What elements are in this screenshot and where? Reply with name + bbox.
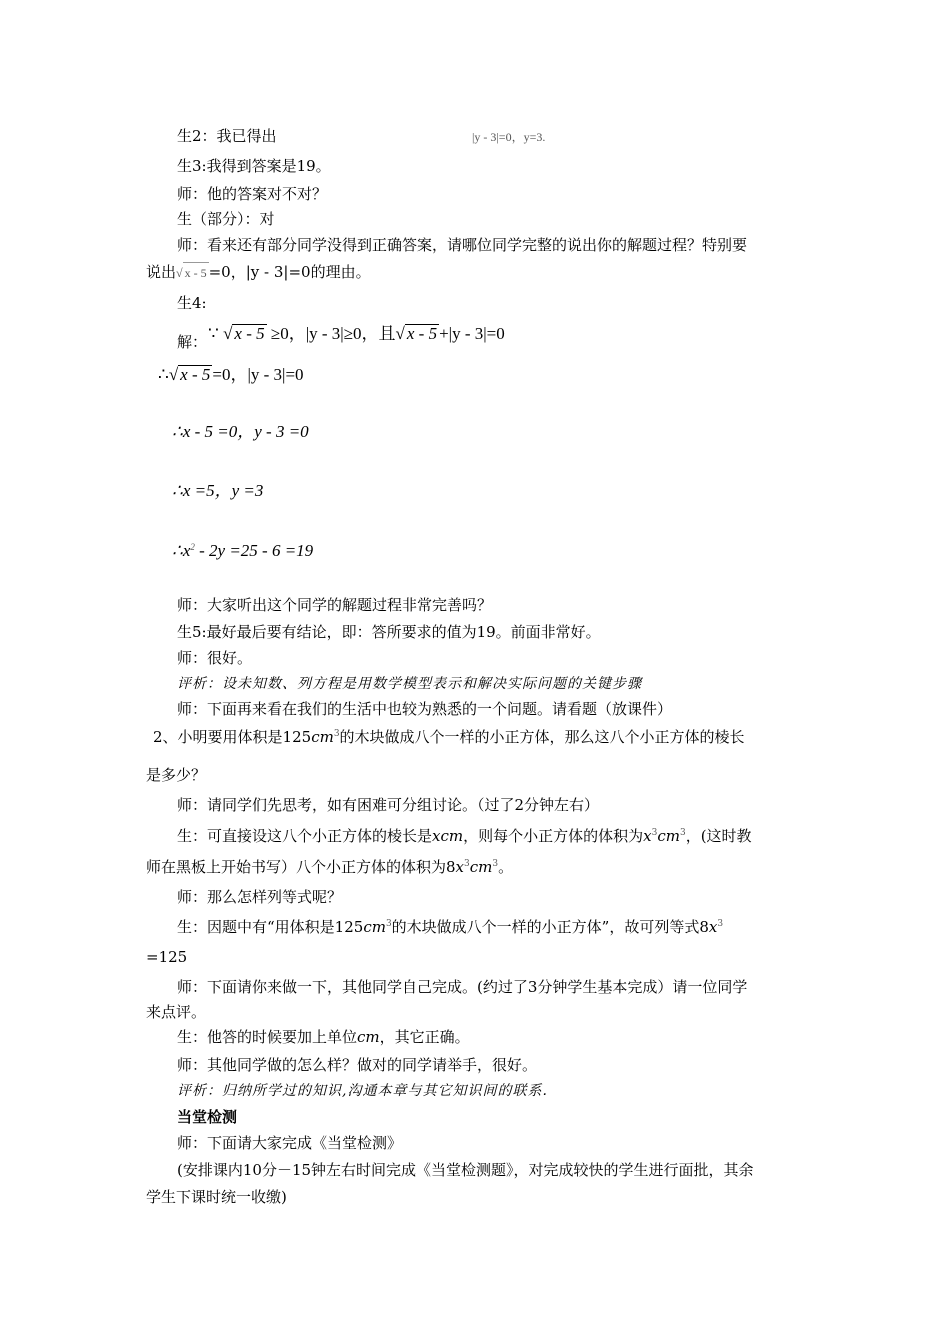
student7-line-1 xyxy=(177,917,723,937)
student2-line xyxy=(177,126,277,146)
solution-line-2: ∴√ x - 5 =0，|y - 3|=0 xyxy=(158,365,304,384)
teacher-line-2b-rest: =0，|y - 3|=0的理由。 xyxy=(208,263,371,281)
exponent-1: 3 xyxy=(651,828,658,838)
exponent-4: 3 xyxy=(492,859,499,869)
teacher-line-9: 师：其他同学做的怎么样？做对的同学请举手，很好。 xyxy=(177,1056,538,1074)
student2-text: 生2：我已得出 xyxy=(177,127,277,145)
solution-line-4: ∴x =5，y =3 xyxy=(172,481,264,500)
teacher-line-3: 师：大家听出这个同学的解题过程非常完善吗？ xyxy=(177,596,493,614)
unit-cm-1: cm xyxy=(657,827,680,845)
variable-xcm: xcm xyxy=(432,827,464,845)
teacher-line-6: 师：请同学们先思考，如有困难可分组讨论。（过了2分钟左右） xyxy=(177,796,600,814)
unit-cm: cm xyxy=(311,728,334,746)
solution-line-1: ∵ √ x - 5 ≥0，|y - 3|≥0，且√ x - 5 +|y - 3|=0 xyxy=(208,324,505,343)
review-comment-1: 评析：设未知数、列方程是用数学模型表示和解决实际问题的关键步骤 xyxy=(177,676,642,692)
student6-line-1 xyxy=(177,826,752,846)
teacher-line-2a: 师：看来还有部分同学没得到正确答案，请哪位同学完整的说出你的解题过程？特别要 xyxy=(177,236,748,254)
exponent-5: 3 xyxy=(385,919,392,929)
problem-2-text-b: 的木块做成八个一样的小正方体，那么这八个小正方体的棱长 xyxy=(339,728,745,746)
teacher-line-1: 师：他的答案对不对？ xyxy=(177,185,328,203)
sqrt-radicand: x - 5 xyxy=(183,262,209,283)
student8-text-b: ，其它正确。 xyxy=(379,1028,470,1046)
sqrt-radicand-3: x - 5 xyxy=(180,365,211,384)
solution-line-5-b: - 2y =25 - 6 =19 xyxy=(194,541,314,560)
solution-line-3: ∴x - 5 =0，y - 3 =0 xyxy=(172,422,309,441)
teacher-line-5: 师：下面再来看在我们的生活中也较为熟悉的一个问题。请看题（放课件） xyxy=(177,700,673,718)
exponent-3: 3 xyxy=(464,859,470,869)
unit-cm-3: cm xyxy=(363,918,386,936)
solution-line-1-c: +|y - 3|=0 xyxy=(439,324,505,343)
student6-text-e: 。 xyxy=(498,858,514,876)
unit-cm-4: cm xyxy=(357,1028,380,1046)
teacher-line-10: 师：下面请大家完成《当堂检测》 xyxy=(177,1134,403,1152)
because-symbol: ∵ xyxy=(208,324,219,343)
solution-line-1-b: ≥0，|y - 3|≥0，且 xyxy=(270,324,396,343)
exponent: 2 xyxy=(190,542,195,552)
student5-line: 生5:最好最后要有结论，即：答所要求的值为19。前面非常好。 xyxy=(177,623,601,641)
solution-line-5 xyxy=(172,541,313,561)
student7-line-2: =125 xyxy=(146,948,188,966)
sqrt-expression: √ x - 5 xyxy=(176,266,209,280)
note-line-2: 学生下课时统一收缴) xyxy=(146,1188,287,1206)
unit-exponent: 3 xyxy=(333,729,340,739)
note-line-1: (安排课内10分－15钟左右时间完成《当堂检测题》，对完成较快的学生进行面批，其余 xyxy=(177,1161,754,1179)
variable-x: x xyxy=(643,827,652,845)
student6-text-c: ，(这时教 xyxy=(685,827,752,845)
student6-text-b: ，则每个小正方体的体积为 xyxy=(463,827,644,845)
student6-line-2 xyxy=(146,857,513,877)
students-partial-line: 生（部分）：对 xyxy=(177,210,275,228)
student8-text-a: 生：他答的时候要加上单位 xyxy=(177,1028,358,1046)
review-comment-2: 评析：归纳所学过的知识,沟通本章与其它知识间的联系. xyxy=(177,1083,548,1099)
variable-x-3: x xyxy=(708,918,718,936)
sqrt-radicand-1: x - 5 xyxy=(234,324,265,343)
teacher-line-2b-pre: 说出 xyxy=(146,263,177,281)
exponent-6: 3 xyxy=(717,919,724,929)
section-heading: 当堂检测 xyxy=(177,1108,238,1126)
variable-x-2: x xyxy=(455,858,465,876)
solution-label: 解： xyxy=(177,333,208,351)
student6-text-a: 生：可直接设这八个小正方体的棱长是 xyxy=(177,827,433,845)
teacher-line-4: 师：很好。 xyxy=(177,649,253,667)
student3-line: 生3:我得到答案是19。 xyxy=(177,157,331,175)
student2-result xyxy=(472,126,545,147)
student4-line: 生4: xyxy=(177,294,207,312)
unit-cm-2: cm xyxy=(469,858,493,876)
student2-equation: |y - 3|=0，y=3. xyxy=(472,130,546,144)
exponent-2: 3 xyxy=(679,828,686,838)
therefore-symbol: ∴ xyxy=(158,365,169,384)
student8-line xyxy=(177,1027,470,1047)
teacher-line-7: 师：那么怎样列等式呢？ xyxy=(177,888,343,906)
teacher-line-2b xyxy=(146,262,371,283)
student6-text-d: 师在黑板上开始书写）八个小正方体的体积为8 xyxy=(146,858,456,876)
problem-2-line-1 xyxy=(153,727,745,747)
solution-line-5-a: ∴x xyxy=(172,541,191,560)
teacher-line-8a: 师：下面请你来做一下，其他同学自己完成。(约过了3分钟学生基本完成）请一位同学 xyxy=(177,978,748,996)
student7-text-a: 生：因题中有“用体积是125 xyxy=(177,918,364,936)
solution-line-2-b: =0，|y - 3|=0 xyxy=(212,365,304,384)
problem-2-text-a: 2、小明要用体积是125 xyxy=(153,728,312,746)
problem-2-line-2: 是多少？ xyxy=(146,766,207,784)
teacher-line-8b: 来点评。 xyxy=(146,1003,207,1021)
student7-text-b: 的木块做成八个一样的小正方体”，故可列等式8 xyxy=(391,918,709,936)
sqrt-radicand-2: x - 5 xyxy=(406,324,438,343)
